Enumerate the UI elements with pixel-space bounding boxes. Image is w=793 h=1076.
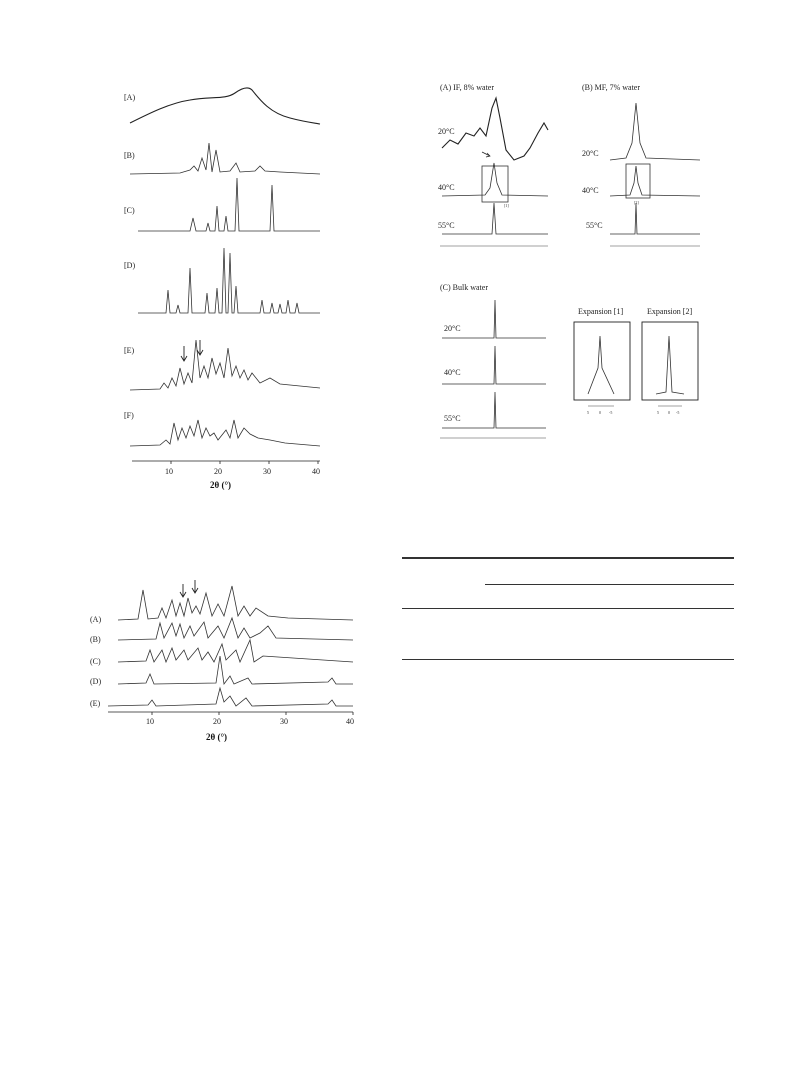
bottom-x-tick-40: 40	[346, 717, 354, 726]
row-label-a: (A)	[90, 615, 102, 624]
table-subheader-rule	[485, 584, 734, 585]
expansion-1-tick-0: 0	[599, 410, 601, 415]
panel-label-f: [F)	[124, 411, 134, 420]
xrd-trace-a	[130, 88, 320, 124]
nmr-c-trace-40	[442, 346, 546, 384]
x-tick-40: 40	[312, 467, 320, 476]
xrd-trace-b	[130, 143, 320, 174]
xrd-trace-f	[130, 420, 320, 446]
expansion-1-tick-neg5: -5	[609, 410, 613, 415]
bottom-x-tick-30: 30	[280, 717, 288, 726]
bottom-x-ticks	[152, 712, 353, 715]
expansion-1-trace	[588, 336, 614, 394]
panel-label-e: [E)	[124, 346, 135, 355]
nmr-panel-a-title: (A) IF, 8% water	[440, 83, 495, 92]
nmr-a-temp-55: 55°C	[438, 221, 455, 230]
x-tick-30: 30	[263, 467, 271, 476]
x-tick-20: 20	[214, 467, 222, 476]
nmr-c-temp-20: 20°C	[444, 324, 461, 333]
expansion-1-title: Expansion [1]	[578, 307, 624, 316]
expansion-1-tick-5: 5	[587, 410, 589, 415]
panel-label-c: [C)	[124, 206, 135, 215]
table-bottom-rule	[402, 659, 734, 660]
xrd-row-b	[118, 618, 353, 640]
bottom-x-axis-label: 2θ (°)	[206, 732, 228, 742]
nmr-figure	[430, 78, 730, 448]
nmr-a-temp-40: 40°C	[438, 183, 455, 192]
nmr-a-temp-20: 20°C	[438, 127, 455, 136]
nmr-a-box-label: [1]	[504, 203, 509, 208]
nmr-b-temp-20: 20°C	[582, 149, 599, 158]
row-label-c: (C)	[90, 657, 101, 666]
nmr-b-temp-55: 55°C	[586, 221, 603, 230]
xrd-row-e	[108, 688, 353, 706]
nmr-a-trace-20	[442, 98, 548, 160]
x-ticks	[171, 461, 318, 464]
panel-label-b: [B)	[124, 151, 135, 160]
arrow-bottom-1	[180, 584, 186, 597]
expansion-2-trace	[656, 336, 684, 394]
panel-label-a: [A)	[124, 93, 136, 102]
row-label-d: (D)	[90, 677, 102, 686]
arrow-e-2	[197, 340, 203, 355]
expansion-2-tick-0: 0	[668, 410, 670, 415]
xrd-row-a	[118, 586, 353, 620]
nmr-c-temp-55: 55°C	[444, 414, 461, 423]
arrow-e-1	[181, 346, 187, 361]
table-header-rule	[402, 608, 734, 609]
row-label-b: (B)	[90, 635, 101, 644]
nmr-a-trace-40	[442, 163, 548, 196]
x-tick-10: 10	[165, 467, 173, 476]
xrd-trace-e	[130, 340, 320, 390]
nmr-panel-b-title: (B) MF, 7% water	[582, 83, 641, 92]
nmr-c-temp-40: 40°C	[444, 368, 461, 377]
expansion-1-box	[574, 322, 630, 400]
bottom-x-tick-10: 10	[146, 717, 154, 726]
xrd-trace-c	[138, 178, 320, 231]
row-label-e: (E)	[90, 699, 101, 708]
xrd-trace-d	[138, 248, 320, 313]
expansion-2-title: Expansion [2]	[647, 307, 693, 316]
nmr-a-trace-55	[442, 203, 548, 234]
nmr-b-trace-40	[610, 166, 700, 196]
xrd-row-c	[118, 640, 353, 662]
expansion-2-tick-neg5: -5	[676, 410, 680, 415]
nmr-b-temp-40: 40°C	[582, 186, 599, 195]
xrd-figure-bottom-left	[88, 578, 360, 743]
table-top-rule	[402, 557, 734, 559]
xrd-figure-top-left	[120, 78, 330, 498]
nmr-b-trace-55	[610, 203, 700, 234]
x-axis-label: 2θ (°)	[210, 480, 232, 490]
nmr-b-trace-20	[610, 103, 700, 160]
arrow-bottom-2	[192, 580, 198, 593]
expansion-2-tick-5: 5	[657, 410, 659, 415]
bottom-x-tick-20: 20	[213, 717, 221, 726]
nmr-a-arrow	[482, 152, 490, 157]
nmr-panel-c-title: (C) Bulk water	[440, 283, 488, 292]
panel-label-d: [D)	[124, 261, 136, 270]
nmr-b-box-label: [2]	[634, 200, 639, 205]
